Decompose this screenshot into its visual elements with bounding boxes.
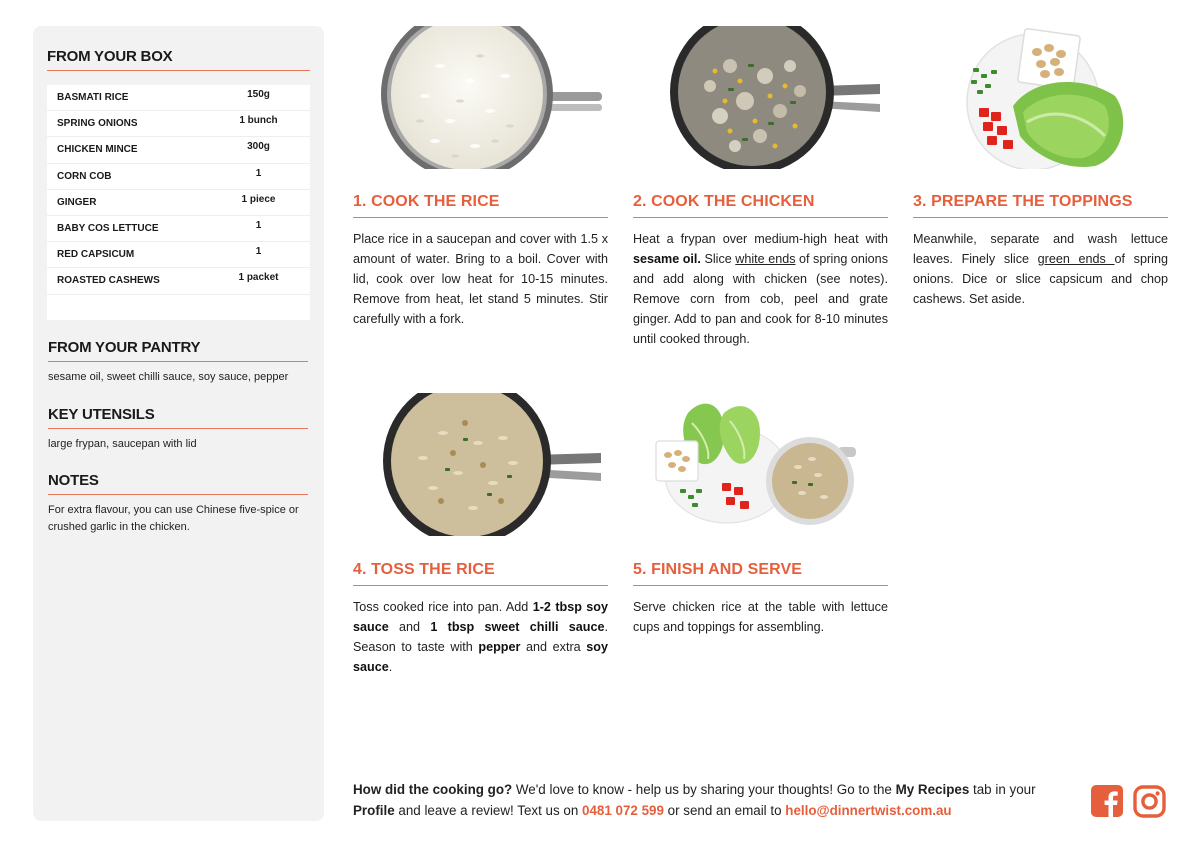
ingredient-name: GINGER bbox=[57, 196, 97, 208]
utensils-heading: KEY UTENSILS bbox=[48, 406, 308, 429]
notes-text: For extra flavour, you can use Chinese five-spice or crushed garlic in the chicken. bbox=[48, 504, 299, 533]
ingredient-qty: 1 bbox=[255, 246, 262, 258]
box-ingredients-table bbox=[47, 85, 310, 320]
step-5-title: 5. FINISH AND SERVE bbox=[633, 561, 888, 586]
tossed-rice-frypan-image bbox=[383, 393, 603, 536]
email-link[interactable]: hello@dinnertwist.com.au bbox=[785, 803, 952, 818]
instagram-icon[interactable] bbox=[1133, 785, 1166, 818]
from-your-box-section bbox=[47, 48, 310, 320]
step-1-title: 1. COOK THE RICE bbox=[353, 193, 608, 218]
step-5 bbox=[633, 561, 888, 637]
pantry-text: sesame oil, sweet chilli sauce, soy sauce, pepper bbox=[48, 371, 289, 383]
ingredient-qty: 1 packet bbox=[238, 272, 279, 284]
notes-heading: NOTES bbox=[48, 472, 308, 495]
ingredient-row bbox=[47, 216, 310, 242]
ingredient-qty: 300g bbox=[247, 141, 270, 153]
ingredient-row bbox=[47, 268, 310, 294]
facebook-icon[interactable] bbox=[1091, 785, 1123, 817]
step-4-text: Toss cooked rice into pan. Add 1-2 tbsp soy sauce and 1 tbsp sweet chilli sauce. Season to taste with pepper and extra soy sauce. bbox=[353, 600, 608, 674]
ingredient-row bbox=[47, 164, 310, 190]
ingredient-row bbox=[47, 190, 310, 216]
step-3-title: 3. PREPARE THE TOPPINGS bbox=[913, 193, 1168, 218]
ingredient-row bbox=[47, 111, 310, 137]
ingredient-name: CORN COB bbox=[57, 170, 112, 182]
ingredient-name: ROASTED CASHEWS bbox=[57, 275, 160, 287]
feedback-footer: How did the cooking go? We'd love to know - help us by sharing your thoughts! Go to the My Recipes tab in your Profile and leave a review! Text us on 0481 072 599 or send an email to hello@dinnertwist.com.au bbox=[353, 782, 1036, 818]
ingredient-row bbox=[47, 137, 310, 163]
step-1 bbox=[353, 193, 608, 329]
ingredient-name: BASMATI RICE bbox=[57, 92, 129, 104]
step-4-title: 4. TOSS THE RICE bbox=[353, 561, 608, 586]
notes-section bbox=[48, 472, 308, 536]
chicken-frypan-image bbox=[670, 26, 882, 169]
ingredient-qty: 1 piece bbox=[241, 193, 276, 205]
step-3-text: Meanwhile, separate and wash lettuce leaves. Finely slice green ends of spring onions. Dice or slice capsicum and chop cashews. Set aside. bbox=[913, 232, 1168, 306]
pantry-heading: FROM YOUR PANTRY bbox=[48, 339, 308, 362]
ingredient-qty: 150g bbox=[247, 89, 270, 101]
ingredient-qty: 1 bbox=[255, 220, 262, 232]
ingredient-row bbox=[47, 85, 310, 111]
ingredient-name: RED CAPSICUM bbox=[57, 249, 135, 261]
ingredient-name: CHICKEN MINCE bbox=[57, 144, 138, 156]
step-3 bbox=[913, 193, 1168, 309]
utensils-section bbox=[48, 406, 308, 453]
finished-dish-image bbox=[652, 393, 862, 536]
toppings-plate-image bbox=[965, 26, 1135, 169]
from-your-box-heading: FROM YOUR BOX bbox=[47, 48, 310, 71]
ingredient-name: SPRING ONIONS bbox=[57, 118, 138, 130]
ingredient-row bbox=[47, 242, 310, 268]
ingredients-sidebar bbox=[33, 26, 324, 821]
step-4 bbox=[353, 561, 608, 677]
step-2-text: Heat a frypan over medium-high heat with sesame oil. Slice white ends of spring onions and add along with chicken (see notes). Remove corn from cob, peel and grate ginger. Add to pan and cook for 8-10 minutes until cooked through. bbox=[633, 232, 888, 346]
pantry-section bbox=[48, 339, 308, 386]
ingredient-qty: 1 bbox=[255, 167, 262, 179]
step-1-text: Place rice in a saucepan and cover with 1.5 x amount of water. Bring to a boil. Cover with lid, cook over low heat for 10-15 minutes. Remove from heat, let stand 5 minutes. Stir carefully with a fork. bbox=[353, 232, 608, 326]
ingredient-name: BABY COS LETTUCE bbox=[57, 223, 159, 235]
utensils-text: large frypan, saucepan with lid bbox=[48, 438, 197, 450]
step-2-title: 2. COOK THE CHICKEN bbox=[633, 193, 888, 218]
step-2 bbox=[633, 193, 888, 349]
cooked-rice-saucepan-image bbox=[380, 26, 605, 169]
phone-link[interactable]: 0481 072 599 bbox=[582, 803, 664, 818]
step-5-text: Serve chicken rice at the table with lettuce cups and toppings for assembling. bbox=[633, 600, 888, 634]
ingredient-qty: 1 bunch bbox=[239, 115, 278, 127]
